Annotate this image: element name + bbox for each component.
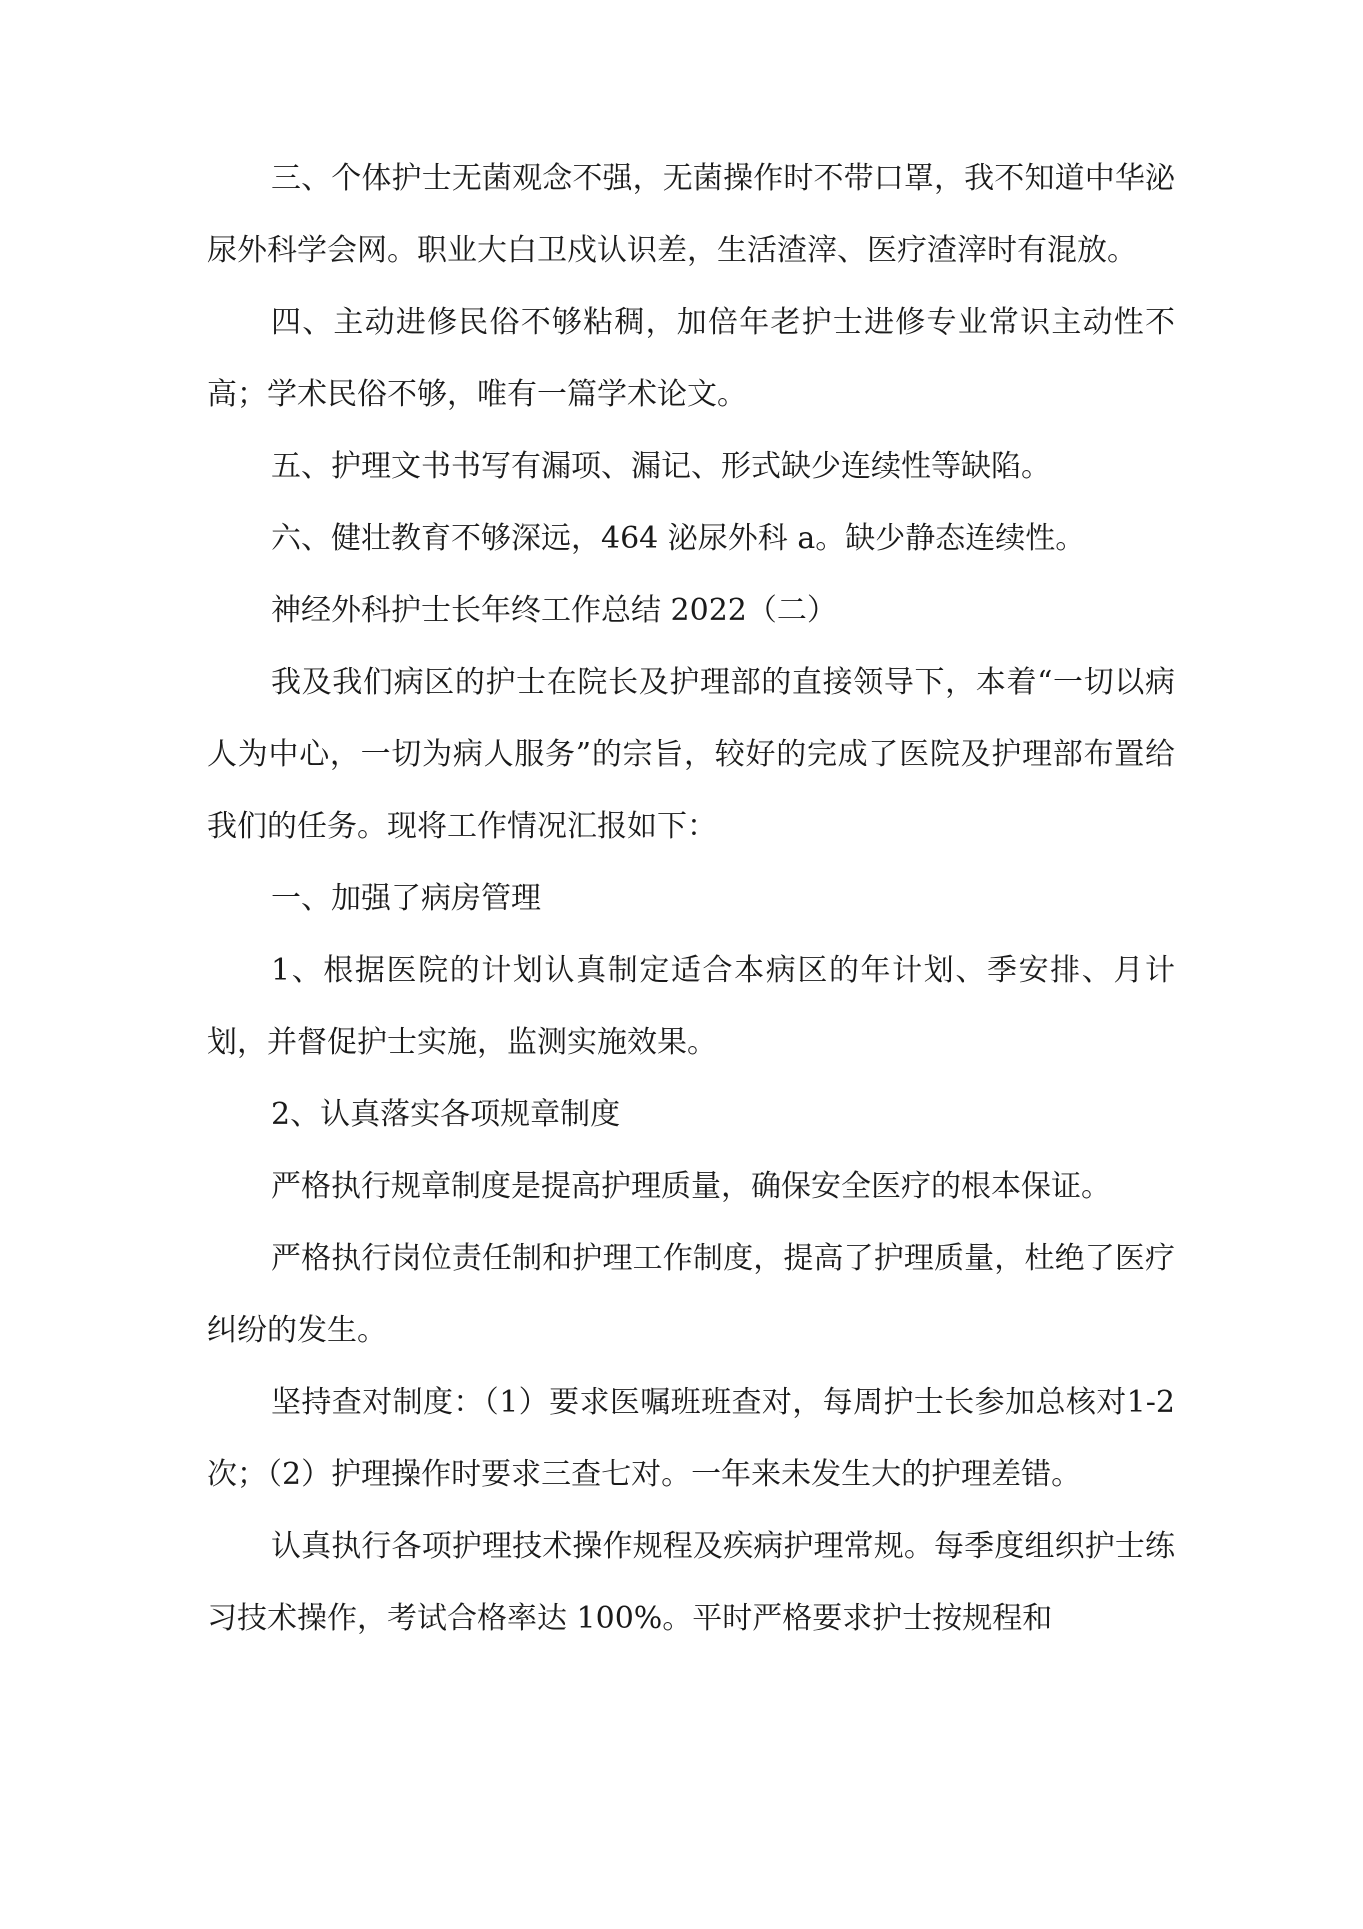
paragraph-item-6-education: 六、健壮教育不够深远，464 泌尿外科 a。缺少静态连续性。 [271,521,1086,556]
paragraph-technical: 认真执行各项护理技术操作规程及疾病护理常规。每季度组织护士练习技术操作，考试合格率达 100%。平时严格要求护士按规程和 [207,1529,1175,1636]
intro-paragraph: 我及我们病区的护士在院长及护理部的直接领导下，本着“一切以病人为中心，一切为病人服务”的宗旨，较好的完成了医院及护理部布置给我们的任务。现将工作情况汇报如下： [207,665,1175,844]
paragraph-item-5-documents: 五、护理文书书写有漏项、漏记、形式缺少连续性等缺陷。 [271,449,1051,484]
paragraph-responsibility: 严格执行岗位责任制和护理工作制度，提高了护理质量，杜绝了医疗纠纷的发生。 [207,1241,1175,1348]
heading-ward-management: 一、加强了病房管理 [271,881,541,916]
paragraph-item-3-aseptic: 三、个体护士无菌观念不强，无菌操作时不带口罩，我不知道中华泌尿外科学会网。职业大白卫戍认识差，生活渣滓、医疗渣滓时有混放。 [207,161,1175,268]
paragraph-plan: 1、根据医院的计划认真制定适合本病区的年计划、季安排、月计划，并督促护士实施，监测实施效果。 [207,953,1175,1060]
paragraph-checking: 坚持查对制度：（1）要求医嘱班班查对，每周护士长参加总核对1-2 次；（2）护理操作时要求三查七对。一年来未发生大的护理差错。 [207,1385,1175,1492]
paragraph-item-4-study: 四、主动进修民俗不够粘稠，加倍年老护士进修专业常识主动性不高；学术民俗不够，唯有一篇学术论文。 [207,305,1175,412]
section-title: 神经外科护士长年终工作总结 2022（二） [271,593,837,628]
document-body [207,143,1175,1655]
heading-rules: 2、认真落实各项规章制度 [271,1097,621,1132]
paragraph-rules-guarantee: 严格执行规章制度是提高护理质量，确保安全医疗的根本保证。 [271,1169,1111,1204]
